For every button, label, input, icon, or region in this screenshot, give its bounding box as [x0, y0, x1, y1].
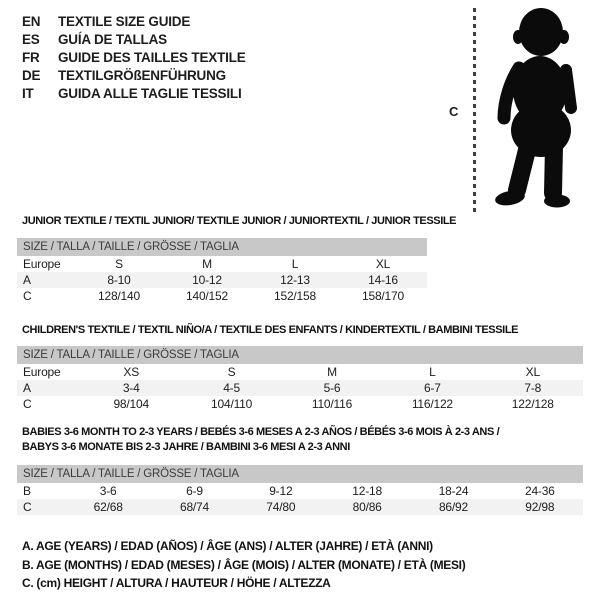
language-row-de	[22, 67, 246, 85]
table-cell: 86/92	[438, 500, 468, 514]
table-cell: 62/68	[93, 500, 123, 514]
table-cell: 10-12	[192, 273, 222, 287]
footnote-age-months: B. AGE (MONTHS) / EDAD (MESES) / ÂGE (MOIS) / ALTER (MONATE) / ETÀ (MESI)	[22, 557, 466, 572]
row-label: Europe	[23, 257, 61, 271]
table-cell: 12-13	[280, 273, 310, 287]
language-title: TEXTILGRÖßENFÜHRUNG	[58, 68, 226, 83]
table-cell: 104/110	[211, 397, 253, 411]
table-cell: 18-24	[438, 484, 469, 498]
language-row-fr	[22, 49, 246, 67]
babies-size-table	[17, 465, 583, 515]
language-row-it	[22, 85, 246, 103]
table-row-height	[17, 396, 583, 412]
table-cell: 110/116	[311, 397, 353, 411]
language-title: GUÍA DE TALLAS	[58, 32, 167, 47]
language-code: FR	[22, 50, 40, 65]
table-cell: XL	[375, 257, 391, 271]
table-row-europe	[17, 256, 427, 272]
table-cell: 122/128	[511, 397, 554, 411]
junior-size-table	[17, 238, 427, 304]
table-cell: 140/152	[186, 289, 228, 303]
table-row-height	[17, 499, 583, 515]
table-row-europe	[17, 364, 583, 380]
table-cell: 74/80	[266, 500, 296, 514]
table-cell: 4-5	[223, 381, 240, 395]
section-title-line: BABIES 3-6 MONTH TO 2-3 YEARS / BEBÉS 3-6 MESES A 2-3 AÑOS / BÉBÉS 3-6 MOIS À 2-3 ANS /	[22, 426, 500, 438]
table-cell: 9-12	[269, 484, 293, 498]
language-title: TEXTILE SIZE GUIDE	[58, 14, 191, 29]
row-label: Europe	[23, 365, 61, 379]
table-cell: S	[115, 257, 123, 271]
table-cell: L	[429, 365, 436, 379]
table-cell: XL	[525, 365, 540, 379]
row-label: C	[23, 397, 32, 411]
language-code: EN	[22, 14, 41, 29]
section-title-babies	[22, 425, 542, 455]
language-row-es	[22, 31, 246, 49]
table-cell: 8-10	[107, 273, 131, 287]
table-cell: 3-6	[99, 484, 117, 498]
row-label: A	[23, 273, 31, 287]
height-measure-label: C	[449, 104, 459, 119]
measurement-key	[22, 537, 465, 593]
table-cell: 3-4	[122, 381, 140, 395]
table-cell: XS	[123, 365, 139, 379]
table-cell: 5-6	[323, 381, 341, 395]
table-cell: 158/170	[362, 289, 404, 303]
language-code: IT	[22, 86, 34, 101]
children-size-table	[17, 346, 583, 412]
table-row-height	[17, 288, 427, 304]
row-label: B	[23, 484, 31, 498]
section-title-line: BABYS 3-6 MONATE BIS 2-3 JAHRE / BAMBINI 3-6 MESI A 2-3 ANNI	[22, 441, 350, 453]
table-cell: 6-9	[186, 484, 203, 498]
table-cell: 24-36	[524, 484, 555, 498]
height-dotted-line	[473, 8, 476, 212]
footnote-height: C. (cm) HEIGHT / ALTURA / HAUTEUR / HÖHE / ALTEZZA	[22, 576, 331, 590]
table-cell: 12-18	[352, 484, 382, 498]
table-cell: M	[327, 365, 337, 379]
baby-silhouette-icon	[483, 6, 585, 210]
section-title-children: CHILDREN'S TEXTILE / TEXTIL NIÑO/A / TEXTILE DES ENFANTS / KINDERTEXTIL / BAMBINI TESSILE	[22, 324, 519, 336]
table-row-age	[17, 272, 427, 288]
table-row-age	[17, 380, 583, 396]
table-cell: L	[291, 257, 299, 271]
table-cell: 92/98	[525, 500, 555, 514]
row-label: C	[23, 500, 32, 514]
table-cell: 116/122	[411, 397, 453, 411]
size-table-header: SIZE / TALLA / TAILLE / GRÖSSE / TAGLIA	[17, 238, 427, 256]
table-cell: S	[227, 365, 236, 379]
table-cell: 68/74	[179, 500, 209, 514]
language-title-list	[22, 13, 246, 103]
language-title: GUIDA ALLE TAGLIE TESSILI	[58, 86, 242, 101]
language-code: DE	[22, 68, 41, 83]
language-title: GUIDE DES TAILLES TEXTILE	[58, 50, 246, 65]
language-code: ES	[22, 32, 40, 47]
table-row-months	[17, 483, 583, 499]
table-cell: 98/104	[113, 397, 149, 411]
table-cell: 14-16	[368, 273, 398, 287]
table-cell: 152/158	[274, 289, 316, 303]
size-table-header: SIZE / TALLA / TAILLE / GRÖSSE / TAGLIA	[17, 465, 583, 483]
table-cell: 6-7	[423, 381, 441, 395]
table-cell: 80/86	[352, 500, 382, 514]
language-row-en	[22, 13, 246, 31]
size-table-header: SIZE / TALLA / TAILLE / GRÖSSE / TAGLIA	[17, 346, 583, 364]
table-cell: 128/140	[98, 289, 140, 303]
row-label: C	[23, 289, 32, 303]
table-cell: M	[202, 257, 212, 271]
section-title-junior: JUNIOR TEXTILE / TEXTIL JUNIOR/ TEXTILE JUNIOR / JUNIORTEXTIL / JUNIOR TESSILE	[22, 215, 457, 227]
footnote-age-years: A. AGE (YEARS) / EDAD (AÑOS) / ÂGE (ANS) / ALTER (JAHRE) / ETÀ (ANNI)	[22, 539, 433, 553]
table-cell: 7-8	[524, 381, 542, 395]
row-label: A	[23, 381, 31, 395]
